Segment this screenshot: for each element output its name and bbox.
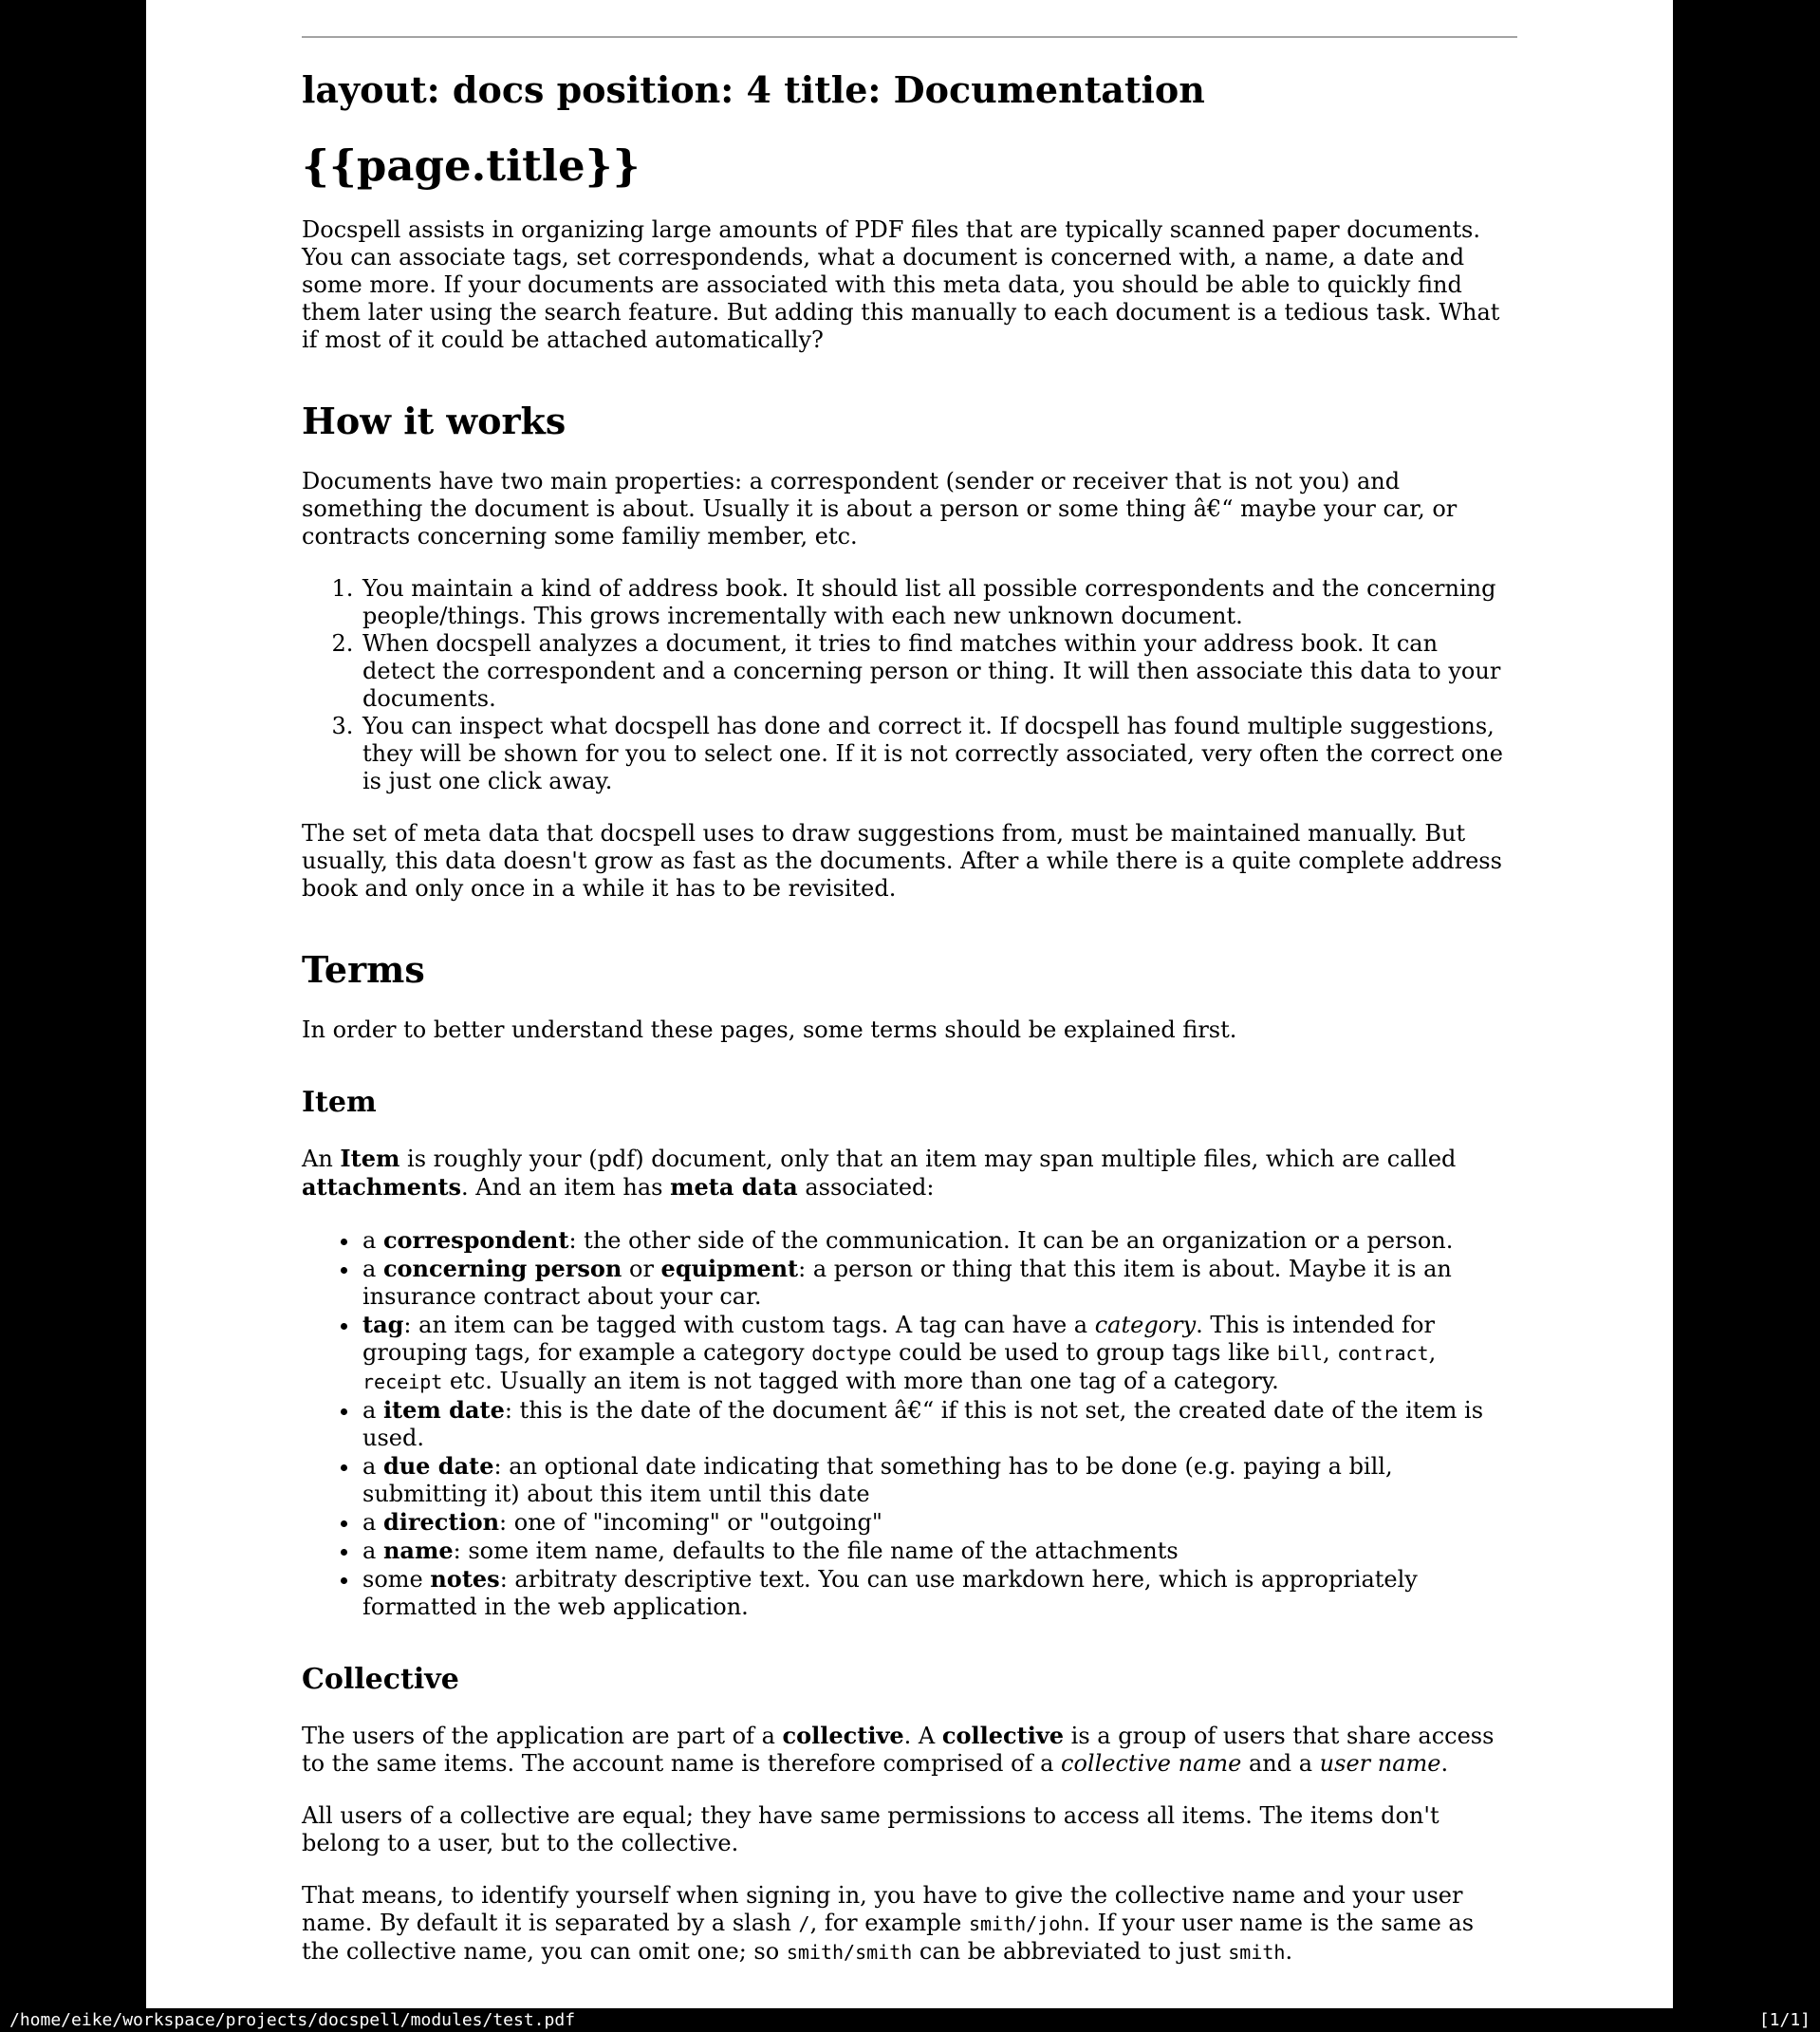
bold-text: meta data [670,1173,798,1201]
list-item: • a item date: this is the date of the document â€“ if this is not set, the created date of the item is used. [361,1396,1517,1452]
inline-code: smith/john [968,1912,1084,1935]
list-item: • a direction: one of "incoming" or "outgoing" [361,1508,1517,1537]
bold-text: item date [382,1396,505,1424]
inline-code: receipt [362,1370,443,1393]
collective-paragraph-1: The users of the application are part of a collective. A collective is a group of users that share access to the same items. The account name is therefore comprised of a collective name and a user name. [302,1722,1495,1777]
bold-text: tag [362,1311,404,1338]
bold-text: Item [340,1145,400,1172]
list-item: • some notes: arbitraty descriptive text. You can use markdown here, which is appropriately formatted in the web application. [361,1565,1517,1621]
list-item: 1. You maintain a kind of address book. It should list all possible correspondents and the concerning people/things. This grows incrementally with each new unknown document. [361,575,1517,630]
statusbar [0,2008,1820,2032]
list-item: 3. You can inspect what docspell has done and correct it. If docspell has found multiple suggestions, they will be shown for you to select one. If it is not correctly associated, very often the correct one is just one click away. [361,713,1517,795]
collective-paragraph-2: All users of a collective are equal; they have same permissions to access all items. The items don't belong to a user, but to the collective. [302,1802,1439,1856]
bold-text: collective [941,1722,1065,1749]
statusbar-page-indicator: [1/1] [1758,2010,1811,2030]
bold-text: direction [382,1508,500,1536]
item-intro-paragraph: An Item is roughly your (pdf) document, only that an item may span multiple files, which are called attachments. And an item has meta data associated: [302,1145,1457,1201]
page-title: {{page.title}} [302,140,641,191]
bold-text: name [382,1537,454,1564]
bold-text: collective [782,1722,904,1749]
pdf-page [146,0,1673,2008]
inline-code: bill [1276,1342,1323,1365]
bold-text: notes [430,1565,500,1593]
meta-data-paragraph: The set of meta data that docspell uses to draw suggestions from, must be maintained manually. But usually, this data doesn't grow as fast as the documents. After a while there is a quite complete address book and only once in a while it has to be revisited. [302,820,1502,902]
terms-heading: Terms [302,948,425,991]
workflow-ordered-list [302,575,1517,795]
inline-code: smith [1228,1941,1286,1964]
inline-code: smith/smith [786,1941,913,1964]
front-matter-heading: layout: docs position: 4 title: Documentation [302,68,1205,111]
how-it-works-heading: How it works [302,400,566,442]
collective-heading: Collective [302,1663,459,1696]
bold-text: attachments [302,1173,462,1201]
list-item: • a name: some item name, defaults to the file name of the attachments [361,1537,1517,1565]
item-meta-bullet-list [302,1226,1517,1621]
collective-paragraph-3: That means, to identify yourself when signing in, you have to give the collective name and your user name. By default it is separated by a slash /, for example smith/john. If your user name is the same as the collective name, you can omit one; so smith/smith can be abbreviated to just smith. [302,1882,1475,1965]
top-rule [302,36,1517,38]
italic-text: collective name [1061,1750,1242,1777]
bold-text: due date [382,1452,494,1480]
bold-text: concerning person [382,1255,622,1282]
document-content [302,0,1517,1967]
list-item: • a due date: an optional date indicating that something has to be done (e.g. paying a bill, submitting it) about this item until this date [361,1452,1517,1508]
italic-text: category [1094,1312,1197,1338]
how-it-works-paragraph: Documents have two main properties: a correspondent (sender or receiver that is not you) and something the document is about. Usually it is about a person or some thing â€“ maybe your car, or contracts concerning some familiy member, etc. [302,468,1458,550]
list-item: • tag: an item can be tagged with custom tags. A tag can have a category. This is intended for grouping tags, for example a category doctype could be used to group tags like bill, contract, receipt etc. Usually an item is not tagged with more than one tag of a category. [361,1311,1517,1396]
list-item: • a correspondent: the other side of the communication. It can be an organization or a person. [361,1226,1517,1255]
item-heading: Item [302,1086,377,1119]
statusbar-file-path: /home/eike/workspace/projects/docspell/modules/test.pdf [9,2010,576,2030]
inline-code: doctype [811,1342,892,1365]
terms-intro-paragraph: In order to better understand these pages, some terms should be explained first. [302,1016,1237,1043]
list-item: • a concerning person or equipment: a person or thing that this item is about. Maybe it is an insurance contract about your car. [361,1255,1517,1311]
bold-text: correspondent [382,1226,569,1254]
list-item: 2. When docspell analyzes a document, it tries to find matches within your address book. It can detect the correspondent and a concerning person or thing. It will then associate this data to your documents. [361,630,1517,713]
inline-code: contract [1337,1342,1429,1365]
italic-text: user name [1319,1750,1441,1777]
intro-paragraph: Docspell assists in organizing large amounts of PDF files that are typically scanned paper documents. You can associate tags, set correspondends, what a document is concerned with, a name, a date and some more. If your documents are associated with this meta data, you should be able to quickly find them later using the search feature. But adding this manually to each document is a tedious task. What if most of it could be attached automatically? [302,216,1500,353]
inline-code: / [798,1912,810,1935]
bold-text: equipment [660,1255,799,1282]
